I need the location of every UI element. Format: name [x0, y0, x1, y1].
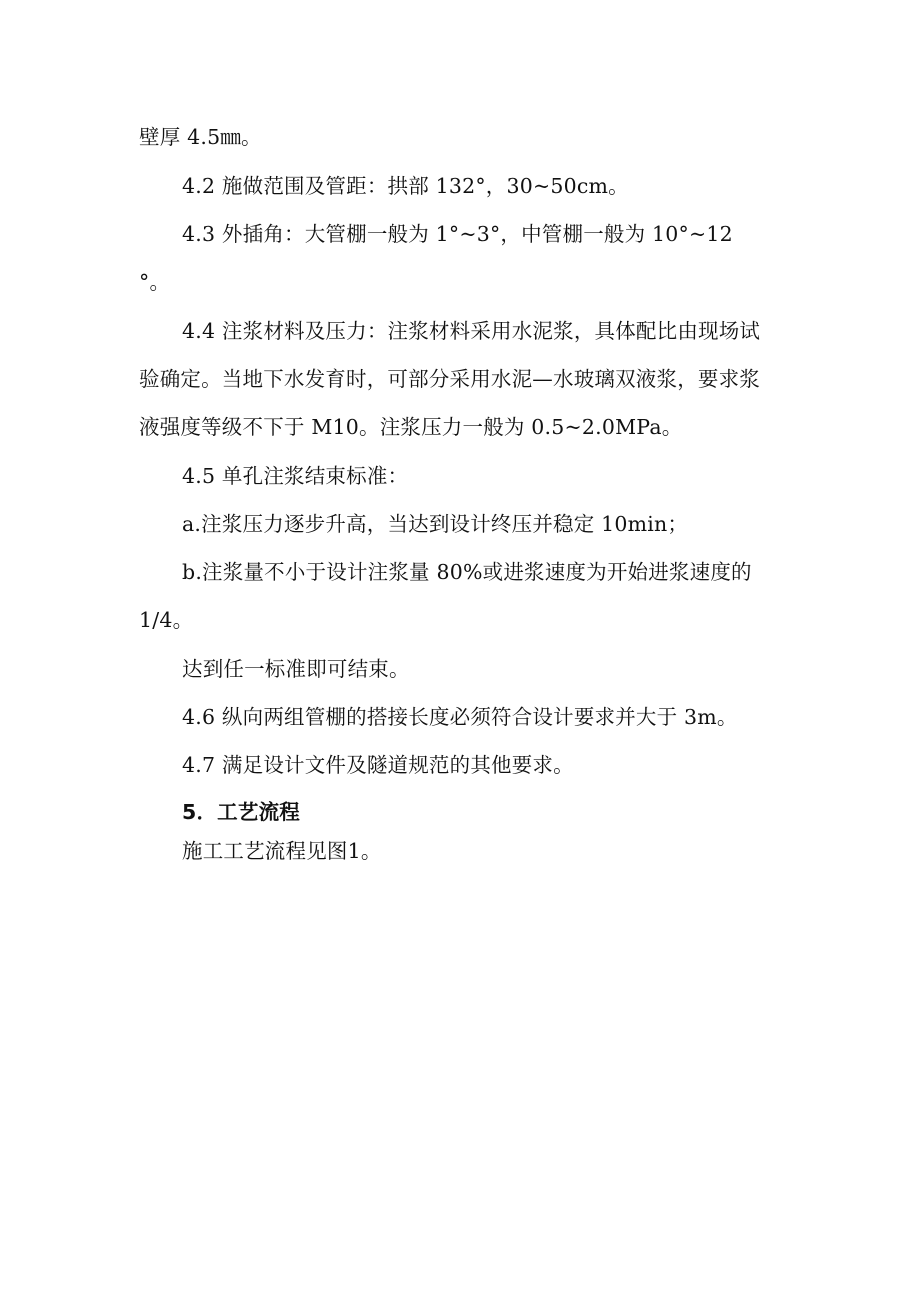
- text-line-8: 4.5 单孔注浆结束标准：: [182, 464, 409, 488]
- section-heading: 5．工艺流程: [182, 800, 300, 824]
- text-line-4: °。: [139, 270, 171, 294]
- text-line-1: 壁厚 4.5㎜。: [139, 125, 262, 149]
- text-line-10: b.注浆量不小于设计注浆量 80%或进浆速度为开始进浆速度的: [182, 560, 752, 584]
- text-line-11: 1/4。: [139, 608, 194, 632]
- text-line-7: 液强度等级不下于 M10。注浆压力一般为 0.5~2.0MPa。: [139, 415, 683, 439]
- section-text: 施工工艺流程见图1。: [182, 839, 382, 863]
- text-line-5: 4.4 注浆材料及压力：注浆材料采用水泥浆，具体配比由现场试: [182, 319, 761, 343]
- text-line-9: a.注浆压力逐步升高，当达到设计终压并稳定 10min；: [182, 512, 689, 536]
- text-line-13: 4.6 纵向两组管棚的搭接长度必须符合设计要求并大于 3m。: [182, 705, 738, 729]
- text-line-12: 达到任一标准即可结束。: [182, 657, 410, 681]
- text-line-2: 4.2 施做范围及管距：拱部 132°，30~50cm。: [182, 174, 629, 198]
- text-line-6: 验确定。当地下水发育时，可部分采用水泥—水玻璃双液浆，要求浆: [139, 367, 760, 391]
- text-line-14: 4.7 满足设计文件及隧道规范的其他要求。: [182, 753, 574, 777]
- text-line-3: 4.3 外插角：大管棚一般为 1°~3°，中管棚一般为 10°~12: [182, 222, 733, 246]
